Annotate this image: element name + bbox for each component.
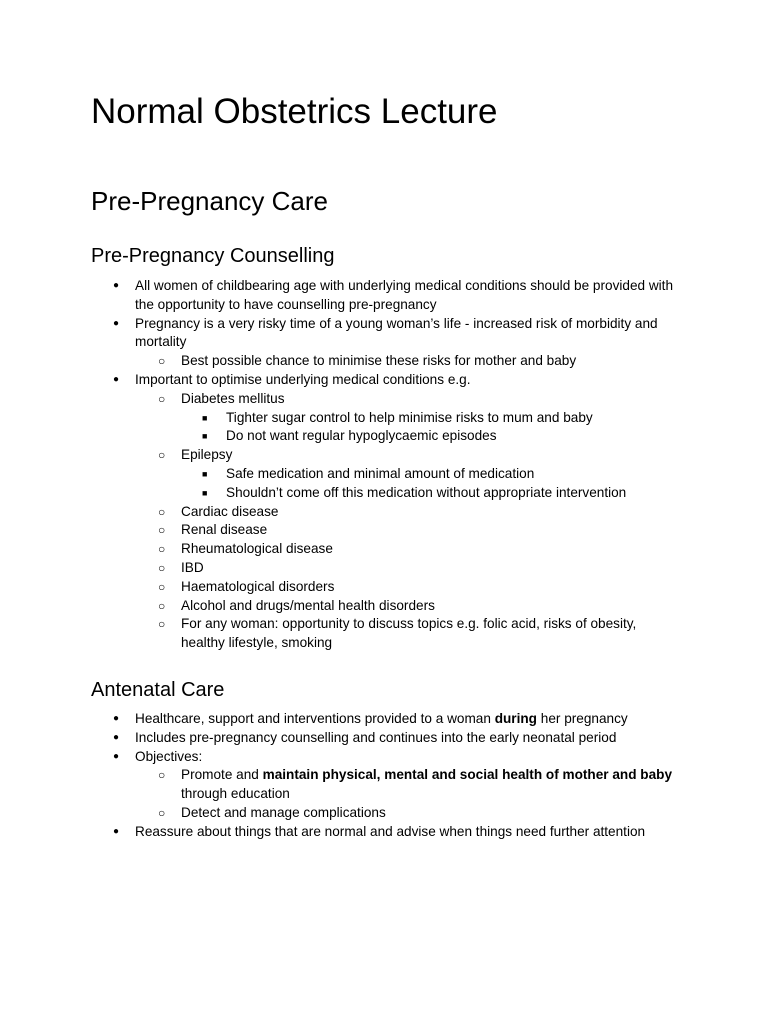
list-item: ○ For any woman: opportunity to discuss topics e.g. folic acid, risks of obesity, healthy lifestyle, smoking bbox=[136, 615, 681, 653]
list-item: ● Healthcare, support and interventions provided to a woman during her pregnancy bbox=[91, 710, 681, 729]
section-heading-pre-pregnancy-care: Pre-Pregnancy Care bbox=[91, 186, 328, 216]
list-item: ● Includes pre-pregnancy counselling and continues into the early neonatal period bbox=[91, 729, 681, 748]
sub-list bbox=[136, 766, 681, 822]
subheading-pre-pregnancy-counselling: Pre-Pregnancy Counselling bbox=[91, 245, 335, 267]
subheading-antenatal-care: Antenatal Care bbox=[91, 679, 225, 701]
list-item: ■ Do not want regular hypoglycaemic episodes bbox=[181, 427, 681, 446]
list-item: ○ Detect and manage complications bbox=[136, 804, 681, 823]
list-item: ● All women of childbearing age with underlying medical conditions should be provided with the opportunity to have counselling pre-pregnancy bbox=[91, 277, 681, 315]
list-item: ○ Epilepsy ■ Safe medication and minimal amount of medication ■ Shouldn’t come off this medication without appropriate intervention bbox=[136, 446, 681, 502]
list-item: ○ Cardiac disease bbox=[136, 503, 681, 522]
list-item: ● Reassure about things that are normal and advise when things need further attention bbox=[91, 823, 681, 842]
list-item: ○ Alcohol and drugs/mental health disorders bbox=[136, 597, 681, 616]
list-item: ○ Rheumatological disease bbox=[136, 540, 681, 559]
sub-list bbox=[136, 352, 681, 371]
sub-list bbox=[136, 390, 681, 653]
list-item: ● Pregnancy is a very risky time of a young woman’s life - increased risk of morbidity and mortality ○ Best possible chance to minimise these risks for mother and baby bbox=[91, 315, 681, 371]
list-item: ■ Tighter sugar control to help minimise risks to mum and baby bbox=[181, 409, 681, 428]
counselling-bullet-list bbox=[91, 277, 681, 653]
list-item: ■ Shouldn’t come off this medication without appropriate intervention bbox=[181, 484, 681, 503]
list-item: ○ Renal disease bbox=[136, 521, 681, 540]
list-item: ○ Diabetes mellitus ■ Tighter sugar control to help minimise risks to mum and baby ■ Do not want regular hypoglycaemic episodes bbox=[136, 390, 681, 446]
sub-sub-list bbox=[181, 409, 681, 447]
sub-sub-list bbox=[181, 465, 681, 503]
document-title: Normal Obstetrics Lecture bbox=[91, 92, 498, 131]
list-item: ■ Safe medication and minimal amount of medication bbox=[181, 465, 681, 484]
list-item: ○ IBD bbox=[136, 559, 681, 578]
list-item: ○ Promote and maintain physical, mental and social health of mother and baby through education bbox=[136, 766, 681, 804]
list-item: ○ Best possible chance to minimise these risks for mother and baby bbox=[136, 352, 681, 371]
list-item: ● Objectives: ○ Promote and maintain physical, mental and social health of mother and baby through education ○ Detect and manage complications bbox=[91, 748, 681, 823]
list-item: ● Important to optimise underlying medical conditions e.g. ○ Diabetes mellitus ■ Tighter sugar control to help minimise risks to mum and baby ■ Do not want regular hypoglycaemic episodes ○ Epilepsy ■ Safe medication and minimal amount of medication ■ Shouldn’t come off this medication without appropriate intervention ○ Cardiac disease ○ Renal disease ○ Rheumatological disease ○ IBD ○ Haematological disorders ○ Alcohol and drugs/mental health disorders ○ For any woman: opportunity to discuss topics e.g. folic acid, risks of obesity, healthy lifestyle, smoking bbox=[91, 371, 681, 653]
antenatal-bullet-list bbox=[91, 710, 681, 842]
list-item: ○ Haematological disorders bbox=[136, 578, 681, 597]
